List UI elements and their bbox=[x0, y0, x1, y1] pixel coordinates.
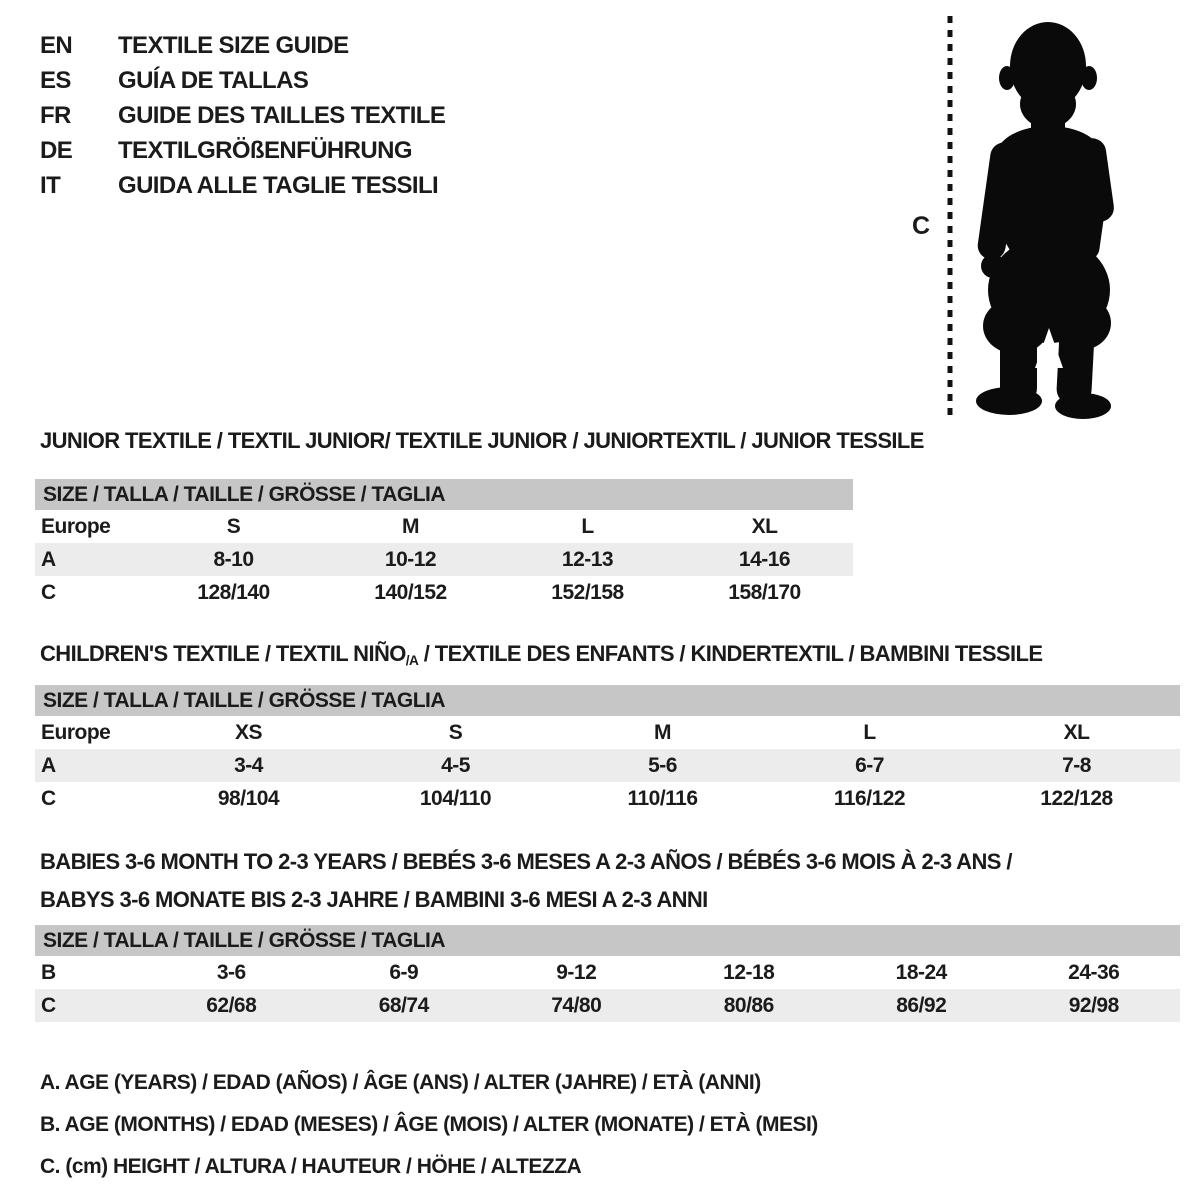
language-label: TEXTILE SIZE GUIDE bbox=[118, 32, 349, 59]
language-code: ES bbox=[40, 67, 71, 94]
cell: 140/152 bbox=[374, 581, 447, 604]
table-row-months bbox=[35, 956, 1180, 989]
cell: L bbox=[581, 515, 594, 538]
cell: M bbox=[402, 515, 419, 538]
cell: 14-16 bbox=[738, 548, 791, 571]
language-row bbox=[40, 28, 445, 63]
cell: 7-8 bbox=[1062, 754, 1091, 777]
height-dashed-line bbox=[947, 16, 953, 417]
row-label: Europe bbox=[41, 721, 111, 744]
cell: 9-12 bbox=[556, 961, 597, 984]
cell: M bbox=[654, 721, 671, 744]
table-row-height bbox=[35, 782, 1180, 815]
cell: 10-12 bbox=[384, 548, 437, 571]
baby-toddler-silhouette bbox=[963, 14, 1140, 420]
language-code: IT bbox=[40, 172, 61, 199]
row-label: A bbox=[41, 548, 56, 571]
height-marker-label: C bbox=[912, 212, 931, 240]
babies-title-line2: BABYS 3-6 MONATE BIS 2-3 JAHRE / BAMBINI 3-6 MESI A 2-3 ANNI bbox=[40, 887, 708, 912]
legend-line-b: B. AGE (MONTHS) / EDAD (MESES) / ÂGE (MOIS) / ALTER (MONATE) / ETÀ (MESI) bbox=[40, 1113, 818, 1136]
cell: XS bbox=[234, 721, 262, 744]
row-label: Europe bbox=[41, 515, 111, 538]
language-row bbox=[40, 168, 445, 203]
table-row-europe bbox=[35, 716, 1180, 749]
cell: 6-7 bbox=[855, 754, 884, 777]
babies-section-title bbox=[40, 843, 1012, 919]
language-label: GUIDE DES TAILLES TEXTILE bbox=[118, 102, 446, 129]
table-row-height bbox=[35, 576, 853, 609]
language-code: FR bbox=[40, 102, 71, 129]
cell: 92/98 bbox=[1068, 994, 1119, 1017]
children-size-table bbox=[35, 685, 1180, 815]
legend-line-a: A. AGE (YEARS) / EDAD (AÑOS) / ÂGE (ANS) / ALTER (JAHRE) / ETÀ (ANNI) bbox=[40, 1071, 761, 1094]
babies-size-table bbox=[35, 925, 1180, 1022]
children-title-pre: CHILDREN'S TEXTILE / TEXTIL NIÑO bbox=[40, 641, 406, 666]
table-row-age bbox=[35, 749, 1180, 782]
junior-size-table bbox=[35, 479, 853, 609]
language-row bbox=[40, 98, 445, 133]
cell: 104/110 bbox=[419, 787, 492, 810]
cell: S bbox=[226, 515, 241, 538]
language-label: GUÍA DE TALLAS bbox=[118, 67, 309, 94]
cell: 98/104 bbox=[217, 787, 280, 810]
cell: 12-18 bbox=[723, 961, 775, 984]
junior-section-title: JUNIOR TEXTILE / TEXTIL JUNIOR/ TEXTILE JUNIOR / JUNIORTEXTIL / JUNIOR TESSILE bbox=[40, 428, 924, 453]
cell: 8-10 bbox=[213, 548, 254, 571]
cell: 152/158 bbox=[551, 581, 624, 604]
cell: 3-4 bbox=[234, 754, 263, 777]
cell: 80/86 bbox=[723, 994, 774, 1017]
row-label: C bbox=[41, 787, 56, 810]
language-label: GUIDA ALLE TAGLIE TESSILI bbox=[118, 172, 439, 199]
cell: 4-5 bbox=[441, 754, 470, 777]
cell: XL bbox=[751, 515, 778, 538]
row-label: C bbox=[41, 994, 56, 1017]
legend bbox=[40, 1062, 818, 1188]
cell: 24-36 bbox=[1068, 961, 1120, 984]
table-row-age bbox=[35, 543, 853, 576]
language-code: EN bbox=[40, 32, 73, 59]
cell: L bbox=[863, 721, 876, 744]
cell: 3-6 bbox=[216, 961, 246, 984]
size-header-band: SIZE / TALLA / TAILLE / GRÖSSE / TAGLIA bbox=[35, 925, 1180, 956]
cell: 12-13 bbox=[561, 548, 614, 571]
cell: 158/170 bbox=[728, 581, 801, 604]
language-label: TEXTILGRÖßENFÜHRUNG bbox=[118, 137, 412, 164]
cell: 122/128 bbox=[1040, 787, 1113, 810]
cell: S bbox=[448, 721, 463, 744]
table-row-height bbox=[35, 989, 1180, 1022]
cell: 86/92 bbox=[896, 994, 947, 1017]
cell: 5-6 bbox=[648, 754, 677, 777]
cell: XL bbox=[1063, 721, 1090, 744]
cell: 62/68 bbox=[206, 994, 257, 1017]
row-label: B bbox=[41, 961, 56, 984]
table-row-europe bbox=[35, 510, 853, 543]
row-label: A bbox=[41, 754, 56, 777]
legend-line-c: C. (cm) HEIGHT / ALTURA / HAUTEUR / HÖHE / ALTEZZA bbox=[40, 1155, 582, 1178]
cell: 116/122 bbox=[833, 787, 906, 810]
cell: 128/140 bbox=[197, 581, 270, 604]
size-header-band: SIZE / TALLA / TAILLE / GRÖSSE / TAGLIA bbox=[35, 685, 1180, 716]
cell: 74/80 bbox=[551, 994, 602, 1017]
cell: 110/116 bbox=[627, 787, 698, 810]
children-title-post: / TEXTILE DES ENFANTS / KINDERTEXTIL / BAMBINI TESSILE bbox=[418, 641, 1043, 666]
babies-title-line1: BABIES 3-6 MONTH TO 2-3 YEARS / BEBÉS 3-6 MESES A 2-3 AÑOS / BÉBÉS 3-6 MOIS À 2-3 ANS / bbox=[40, 849, 1012, 874]
language-title-list bbox=[40, 28, 445, 203]
cell: 68/74 bbox=[378, 994, 429, 1017]
children-title-sub: /A bbox=[405, 652, 419, 668]
row-label: C bbox=[41, 581, 56, 604]
language-row bbox=[40, 133, 445, 168]
cell: 6-9 bbox=[389, 961, 419, 984]
children-section-title bbox=[40, 641, 1042, 668]
cell: 18-24 bbox=[895, 961, 947, 984]
language-code: DE bbox=[40, 137, 73, 164]
size-header-band: SIZE / TALLA / TAILLE / GRÖSSE / TAGLIA bbox=[35, 479, 853, 510]
language-row bbox=[40, 63, 445, 98]
